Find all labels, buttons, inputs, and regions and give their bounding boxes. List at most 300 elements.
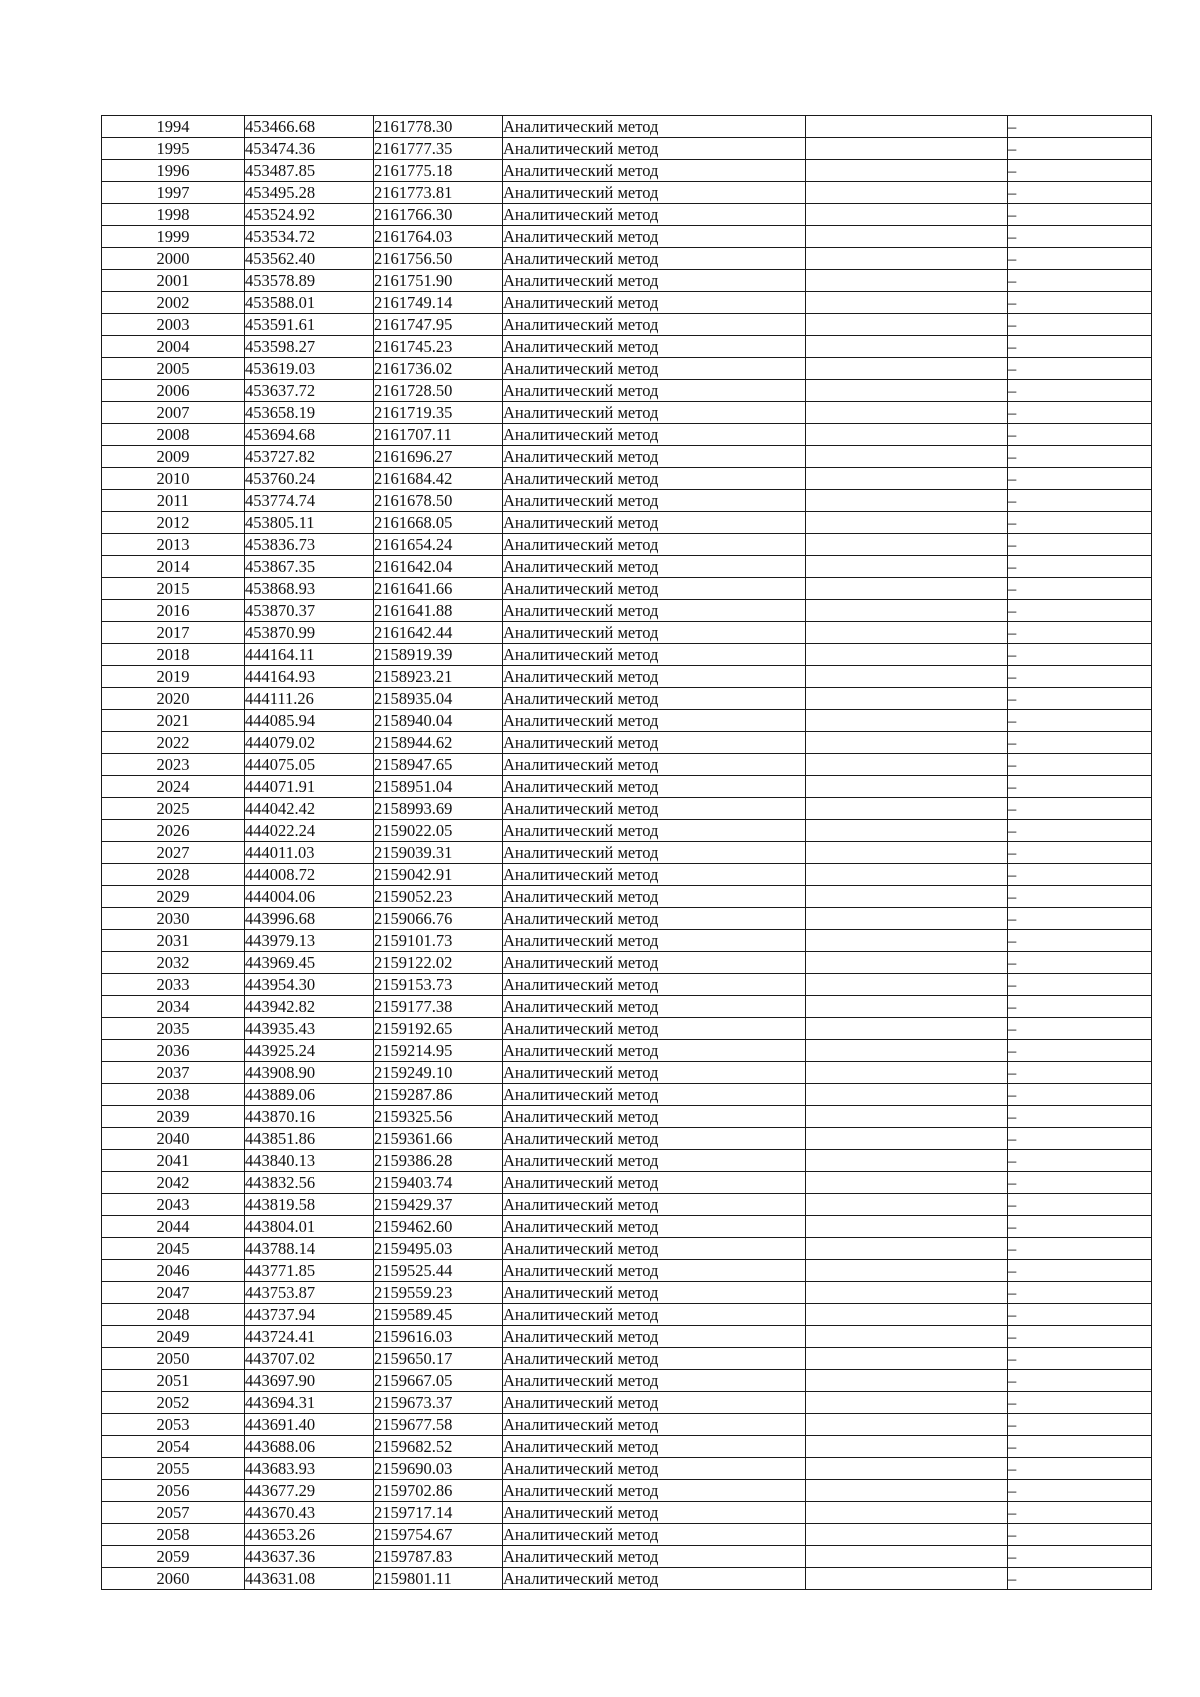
y-coordinate-cell: 2161642.44: [374, 622, 503, 644]
accuracy-cell: [806, 974, 1008, 996]
y-coordinate-cell: 2159495.03: [374, 1238, 503, 1260]
point-number-cell: 2031: [102, 930, 245, 952]
dash-cell: –: [1008, 1018, 1152, 1040]
y-coordinate-cell: 2161641.66: [374, 578, 503, 600]
y-coordinate-cell: 2158940.04: [374, 710, 503, 732]
method-cell: Аналитический метод: [503, 1502, 806, 1524]
dash-cell: –: [1008, 1436, 1152, 1458]
point-number-cell: 2053: [102, 1414, 245, 1436]
x-coordinate-cell: 444085.94: [245, 710, 374, 732]
x-coordinate-cell: 453588.01: [245, 292, 374, 314]
table-row: [102, 842, 1152, 864]
x-coordinate-cell: 453562.40: [245, 248, 374, 270]
table-row: [102, 1216, 1152, 1238]
table-row: [102, 1348, 1152, 1370]
accuracy-cell: [806, 1106, 1008, 1128]
method-cell: Аналитический метод: [503, 710, 806, 732]
x-coordinate-cell: 443819.58: [245, 1194, 374, 1216]
accuracy-cell: [806, 1348, 1008, 1370]
accuracy-cell: [806, 952, 1008, 974]
x-coordinate-cell: 443637.36: [245, 1546, 374, 1568]
x-coordinate-cell: 444004.06: [245, 886, 374, 908]
method-cell: Аналитический метод: [503, 248, 806, 270]
method-cell: Аналитический метод: [503, 1348, 806, 1370]
method-cell: Аналитический метод: [503, 358, 806, 380]
dash-cell: –: [1008, 578, 1152, 600]
point-number-cell: 2029: [102, 886, 245, 908]
y-coordinate-cell: 2159677.58: [374, 1414, 503, 1436]
dash-cell: –: [1008, 1282, 1152, 1304]
accuracy-cell: [806, 116, 1008, 138]
accuracy-cell: [806, 512, 1008, 534]
table-row: [102, 556, 1152, 578]
table-row: [102, 1150, 1152, 1172]
accuracy-cell: [806, 314, 1008, 336]
dash-cell: –: [1008, 1238, 1152, 1260]
point-number-cell: 1995: [102, 138, 245, 160]
table-row: [102, 1304, 1152, 1326]
accuracy-cell: [806, 1150, 1008, 1172]
x-coordinate-cell: 443688.06: [245, 1436, 374, 1458]
x-coordinate-cell: 453870.37: [245, 600, 374, 622]
dash-cell: –: [1008, 1524, 1152, 1546]
dash-cell: –: [1008, 644, 1152, 666]
accuracy-cell: [806, 798, 1008, 820]
dash-cell: –: [1008, 1326, 1152, 1348]
accuracy-cell: [806, 622, 1008, 644]
point-number-cell: 2006: [102, 380, 245, 402]
method-cell: Аналитический метод: [503, 270, 806, 292]
method-cell: Аналитический метод: [503, 820, 806, 842]
accuracy-cell: [806, 468, 1008, 490]
table-row: [102, 358, 1152, 380]
method-cell: Аналитический метод: [503, 1106, 806, 1128]
point-number-cell: 2049: [102, 1326, 245, 1348]
y-coordinate-cell: 2161684.42: [374, 468, 503, 490]
method-cell: Аналитический метод: [503, 336, 806, 358]
dash-cell: –: [1008, 996, 1152, 1018]
point-number-cell: 2054: [102, 1436, 245, 1458]
y-coordinate-cell: 2159022.05: [374, 820, 503, 842]
point-number-cell: 2000: [102, 248, 245, 270]
dash-cell: –: [1008, 402, 1152, 424]
table-row: [102, 1392, 1152, 1414]
dash-cell: –: [1008, 160, 1152, 182]
y-coordinate-cell: 2159386.28: [374, 1150, 503, 1172]
y-coordinate-cell: 2159559.23: [374, 1282, 503, 1304]
x-coordinate-cell: 453474.36: [245, 138, 374, 160]
y-coordinate-cell: 2159754.67: [374, 1524, 503, 1546]
x-coordinate-cell: 453658.19: [245, 402, 374, 424]
dash-cell: –: [1008, 776, 1152, 798]
table-row: [102, 886, 1152, 908]
point-number-cell: 2044: [102, 1216, 245, 1238]
dash-cell: –: [1008, 1062, 1152, 1084]
x-coordinate-cell: 453637.72: [245, 380, 374, 402]
y-coordinate-cell: 2161707.11: [374, 424, 503, 446]
method-cell: Аналитический метод: [503, 402, 806, 424]
dash-cell: –: [1008, 1172, 1152, 1194]
table-row: [102, 1458, 1152, 1480]
table-row: [102, 512, 1152, 534]
table-row: [102, 314, 1152, 336]
y-coordinate-cell: 2161719.35: [374, 402, 503, 424]
x-coordinate-cell: 453591.61: [245, 314, 374, 336]
dash-cell: –: [1008, 1194, 1152, 1216]
dash-cell: –: [1008, 1128, 1152, 1150]
y-coordinate-cell: 2159042.91: [374, 864, 503, 886]
method-cell: Аналитический метод: [503, 1370, 806, 1392]
method-cell: Аналитический метод: [503, 1260, 806, 1282]
y-coordinate-cell: 2158919.39: [374, 644, 503, 666]
point-number-cell: 1998: [102, 204, 245, 226]
accuracy-cell: [806, 556, 1008, 578]
point-number-cell: 2035: [102, 1018, 245, 1040]
accuracy-cell: [806, 1172, 1008, 1194]
x-coordinate-cell: 444011.03: [245, 842, 374, 864]
coordinates-table: [101, 115, 1152, 1590]
table-row: [102, 534, 1152, 556]
accuracy-cell: [806, 1282, 1008, 1304]
point-number-cell: 2030: [102, 908, 245, 930]
x-coordinate-cell: 453774.74: [245, 490, 374, 512]
accuracy-cell: [806, 138, 1008, 160]
point-number-cell: 2024: [102, 776, 245, 798]
x-coordinate-cell: 443631.08: [245, 1568, 374, 1590]
method-cell: Аналитический метод: [503, 1480, 806, 1502]
x-coordinate-cell: 443908.90: [245, 1062, 374, 1084]
method-cell: Аналитический метод: [503, 1304, 806, 1326]
x-coordinate-cell: 453534.72: [245, 226, 374, 248]
point-number-cell: 2032: [102, 952, 245, 974]
table-row: [102, 1128, 1152, 1150]
dash-cell: –: [1008, 270, 1152, 292]
table-row: [102, 1546, 1152, 1568]
x-coordinate-cell: 444079.02: [245, 732, 374, 754]
point-number-cell: 2011: [102, 490, 245, 512]
dash-cell: –: [1008, 138, 1152, 160]
y-coordinate-cell: 2159361.66: [374, 1128, 503, 1150]
point-number-cell: 2048: [102, 1304, 245, 1326]
accuracy-cell: [806, 1568, 1008, 1590]
table-row: [102, 952, 1152, 974]
dash-cell: –: [1008, 1502, 1152, 1524]
x-coordinate-cell: 453727.82: [245, 446, 374, 468]
method-cell: Аналитический метод: [503, 1568, 806, 1590]
table-row: [102, 600, 1152, 622]
method-cell: Аналитический метод: [503, 512, 806, 534]
method-cell: Аналитический метод: [503, 1194, 806, 1216]
y-coordinate-cell: 2159589.45: [374, 1304, 503, 1326]
accuracy-cell: [806, 886, 1008, 908]
accuracy-cell: [806, 292, 1008, 314]
x-coordinate-cell: 444111.26: [245, 688, 374, 710]
y-coordinate-cell: 2159787.83: [374, 1546, 503, 1568]
accuracy-cell: [806, 204, 1008, 226]
table-row: [102, 1282, 1152, 1304]
point-number-cell: 2040: [102, 1128, 245, 1150]
accuracy-cell: [806, 930, 1008, 952]
dash-cell: –: [1008, 1304, 1152, 1326]
y-coordinate-cell: 2158935.04: [374, 688, 503, 710]
table-row: [102, 490, 1152, 512]
dash-cell: –: [1008, 1480, 1152, 1502]
point-number-cell: 2017: [102, 622, 245, 644]
dash-cell: –: [1008, 446, 1152, 468]
y-coordinate-cell: 2159525.44: [374, 1260, 503, 1282]
method-cell: Аналитический метод: [503, 798, 806, 820]
table-row: [102, 688, 1152, 710]
x-coordinate-cell: 443653.26: [245, 1524, 374, 1546]
accuracy-cell: [806, 732, 1008, 754]
y-coordinate-cell: 2161751.90: [374, 270, 503, 292]
method-cell: Аналитический метод: [503, 622, 806, 644]
y-coordinate-cell: 2159682.52: [374, 1436, 503, 1458]
method-cell: Аналитический метод: [503, 776, 806, 798]
dash-cell: –: [1008, 380, 1152, 402]
dash-cell: –: [1008, 710, 1152, 732]
y-coordinate-cell: 2158923.21: [374, 666, 503, 688]
dash-cell: –: [1008, 512, 1152, 534]
table-row: [102, 226, 1152, 248]
y-coordinate-cell: 2161641.88: [374, 600, 503, 622]
method-cell: Аналитический метод: [503, 732, 806, 754]
point-number-cell: 2005: [102, 358, 245, 380]
x-coordinate-cell: 443889.06: [245, 1084, 374, 1106]
y-coordinate-cell: 2159717.14: [374, 1502, 503, 1524]
table-row: [102, 1502, 1152, 1524]
point-number-cell: 2008: [102, 424, 245, 446]
accuracy-cell: [806, 1260, 1008, 1282]
point-number-cell: 2007: [102, 402, 245, 424]
method-cell: Аналитический метод: [503, 930, 806, 952]
point-number-cell: 2013: [102, 534, 245, 556]
point-number-cell: 2004: [102, 336, 245, 358]
accuracy-cell: [806, 1128, 1008, 1150]
table-row: [102, 864, 1152, 886]
point-number-cell: 2010: [102, 468, 245, 490]
y-coordinate-cell: 2158993.69: [374, 798, 503, 820]
y-coordinate-cell: 2158951.04: [374, 776, 503, 798]
dash-cell: –: [1008, 468, 1152, 490]
x-coordinate-cell: 453867.35: [245, 556, 374, 578]
x-coordinate-cell: 443954.30: [245, 974, 374, 996]
x-coordinate-cell: 444071.91: [245, 776, 374, 798]
x-coordinate-cell: 443677.29: [245, 1480, 374, 1502]
dash-cell: –: [1008, 1260, 1152, 1282]
accuracy-cell: [806, 358, 1008, 380]
accuracy-cell: [806, 1018, 1008, 1040]
point-number-cell: 1994: [102, 116, 245, 138]
y-coordinate-cell: 2159462.60: [374, 1216, 503, 1238]
method-cell: Аналитический метод: [503, 688, 806, 710]
method-cell: Аналитический метод: [503, 204, 806, 226]
dash-cell: –: [1008, 1392, 1152, 1414]
x-coordinate-cell: 443724.41: [245, 1326, 374, 1348]
dash-cell: –: [1008, 116, 1152, 138]
x-coordinate-cell: 443707.02: [245, 1348, 374, 1370]
table-row: [102, 446, 1152, 468]
y-coordinate-cell: 2161766.30: [374, 204, 503, 226]
accuracy-cell: [806, 424, 1008, 446]
method-cell: Аналитический метод: [503, 1326, 806, 1348]
accuracy-cell: [806, 534, 1008, 556]
y-coordinate-cell: 2161736.02: [374, 358, 503, 380]
table-row: [102, 996, 1152, 1018]
x-coordinate-cell: 443753.87: [245, 1282, 374, 1304]
x-coordinate-cell: 453487.85: [245, 160, 374, 182]
accuracy-cell: [806, 1370, 1008, 1392]
accuracy-cell: [806, 776, 1008, 798]
table-row: [102, 138, 1152, 160]
method-cell: Аналитический метод: [503, 1128, 806, 1150]
table-row: [102, 182, 1152, 204]
y-coordinate-cell: 2161696.27: [374, 446, 503, 468]
point-number-cell: 2015: [102, 578, 245, 600]
x-coordinate-cell: 444075.05: [245, 754, 374, 776]
x-coordinate-cell: 453578.89: [245, 270, 374, 292]
y-coordinate-cell: 2159177.38: [374, 996, 503, 1018]
table-row: [102, 1018, 1152, 1040]
method-cell: Аналитический метод: [503, 1150, 806, 1172]
point-number-cell: 2052: [102, 1392, 245, 1414]
table-row: [102, 732, 1152, 754]
y-coordinate-cell: 2161777.35: [374, 138, 503, 160]
point-number-cell: 2046: [102, 1260, 245, 1282]
dash-cell: –: [1008, 842, 1152, 864]
point-number-cell: 2033: [102, 974, 245, 996]
table-row: [102, 1062, 1152, 1084]
method-cell: Аналитический метод: [503, 952, 806, 974]
dash-cell: –: [1008, 952, 1152, 974]
point-number-cell: 1997: [102, 182, 245, 204]
y-coordinate-cell: 2159101.73: [374, 930, 503, 952]
point-number-cell: 2026: [102, 820, 245, 842]
method-cell: Аналитический метод: [503, 380, 806, 402]
x-coordinate-cell: 444164.93: [245, 666, 374, 688]
accuracy-cell: [806, 820, 1008, 842]
dash-cell: –: [1008, 556, 1152, 578]
accuracy-cell: [806, 1546, 1008, 1568]
dash-cell: –: [1008, 1568, 1152, 1590]
x-coordinate-cell: 443683.93: [245, 1458, 374, 1480]
method-cell: Аналитический метод: [503, 490, 806, 512]
x-coordinate-cell: 443694.31: [245, 1392, 374, 1414]
dash-cell: –: [1008, 226, 1152, 248]
method-cell: Аналитический метод: [503, 1062, 806, 1084]
table-row: [102, 380, 1152, 402]
x-coordinate-cell: 443788.14: [245, 1238, 374, 1260]
dash-cell: –: [1008, 908, 1152, 930]
dash-cell: –: [1008, 358, 1152, 380]
point-number-cell: 2045: [102, 1238, 245, 1260]
accuracy-cell: [806, 402, 1008, 424]
method-cell: Аналитический метод: [503, 534, 806, 556]
table-row: [102, 1040, 1152, 1062]
y-coordinate-cell: 2159690.03: [374, 1458, 503, 1480]
table-row: [102, 930, 1152, 952]
table-row: [102, 644, 1152, 666]
dash-cell: –: [1008, 886, 1152, 908]
method-cell: Аналитический метод: [503, 1238, 806, 1260]
table-row: [102, 1370, 1152, 1392]
dash-cell: –: [1008, 622, 1152, 644]
point-number-cell: 2016: [102, 600, 245, 622]
dash-cell: –: [1008, 930, 1152, 952]
method-cell: Аналитический метод: [503, 1018, 806, 1040]
method-cell: Аналитический метод: [503, 1546, 806, 1568]
table-row: [102, 468, 1152, 490]
method-cell: Аналитический метод: [503, 644, 806, 666]
x-coordinate-cell: 453524.92: [245, 204, 374, 226]
method-cell: Аналитический метод: [503, 468, 806, 490]
x-coordinate-cell: 443925.24: [245, 1040, 374, 1062]
x-coordinate-cell: 443737.94: [245, 1304, 374, 1326]
point-number-cell: 2050: [102, 1348, 245, 1370]
y-coordinate-cell: 2159287.86: [374, 1084, 503, 1106]
point-number-cell: 2039: [102, 1106, 245, 1128]
method-cell: Аналитический метод: [503, 864, 806, 886]
x-coordinate-cell: 444042.42: [245, 798, 374, 820]
table-row: [102, 336, 1152, 358]
y-coordinate-cell: 2161778.30: [374, 116, 503, 138]
point-number-cell: 2059: [102, 1546, 245, 1568]
x-coordinate-cell: 444022.24: [245, 820, 374, 842]
method-cell: Аналитический метод: [503, 1414, 806, 1436]
x-coordinate-cell: 443996.68: [245, 908, 374, 930]
x-coordinate-cell: 453466.68: [245, 116, 374, 138]
accuracy-cell: [806, 710, 1008, 732]
dash-cell: –: [1008, 820, 1152, 842]
x-coordinate-cell: 453868.93: [245, 578, 374, 600]
point-number-cell: 2060: [102, 1568, 245, 1590]
dash-cell: –: [1008, 1040, 1152, 1062]
point-number-cell: 2019: [102, 666, 245, 688]
point-number-cell: 2001: [102, 270, 245, 292]
table-row: [102, 1194, 1152, 1216]
y-coordinate-cell: 2159153.73: [374, 974, 503, 996]
point-number-cell: 2042: [102, 1172, 245, 1194]
y-coordinate-cell: 2159066.76: [374, 908, 503, 930]
x-coordinate-cell: 443691.40: [245, 1414, 374, 1436]
coordinates-table-body: [102, 116, 1152, 1590]
y-coordinate-cell: 2161749.14: [374, 292, 503, 314]
point-number-cell: 2043: [102, 1194, 245, 1216]
dash-cell: –: [1008, 1348, 1152, 1370]
accuracy-cell: [806, 1062, 1008, 1084]
table-row: [102, 666, 1152, 688]
x-coordinate-cell: 443969.45: [245, 952, 374, 974]
accuracy-cell: [806, 600, 1008, 622]
x-coordinate-cell: 443851.86: [245, 1128, 374, 1150]
accuracy-cell: [806, 1436, 1008, 1458]
y-coordinate-cell: 2159801.11: [374, 1568, 503, 1590]
accuracy-cell: [806, 1194, 1008, 1216]
y-coordinate-cell: 2159325.56: [374, 1106, 503, 1128]
y-coordinate-cell: 2161747.95: [374, 314, 503, 336]
accuracy-cell: [806, 1502, 1008, 1524]
point-number-cell: 1999: [102, 226, 245, 248]
table-row: [102, 1084, 1152, 1106]
point-number-cell: 2047: [102, 1282, 245, 1304]
x-coordinate-cell: 443832.56: [245, 1172, 374, 1194]
dash-cell: –: [1008, 600, 1152, 622]
point-number-cell: 2022: [102, 732, 245, 754]
table-row: [102, 1568, 1152, 1590]
dash-cell: –: [1008, 1084, 1152, 1106]
y-coordinate-cell: 2159702.86: [374, 1480, 503, 1502]
point-number-cell: 2036: [102, 1040, 245, 1062]
